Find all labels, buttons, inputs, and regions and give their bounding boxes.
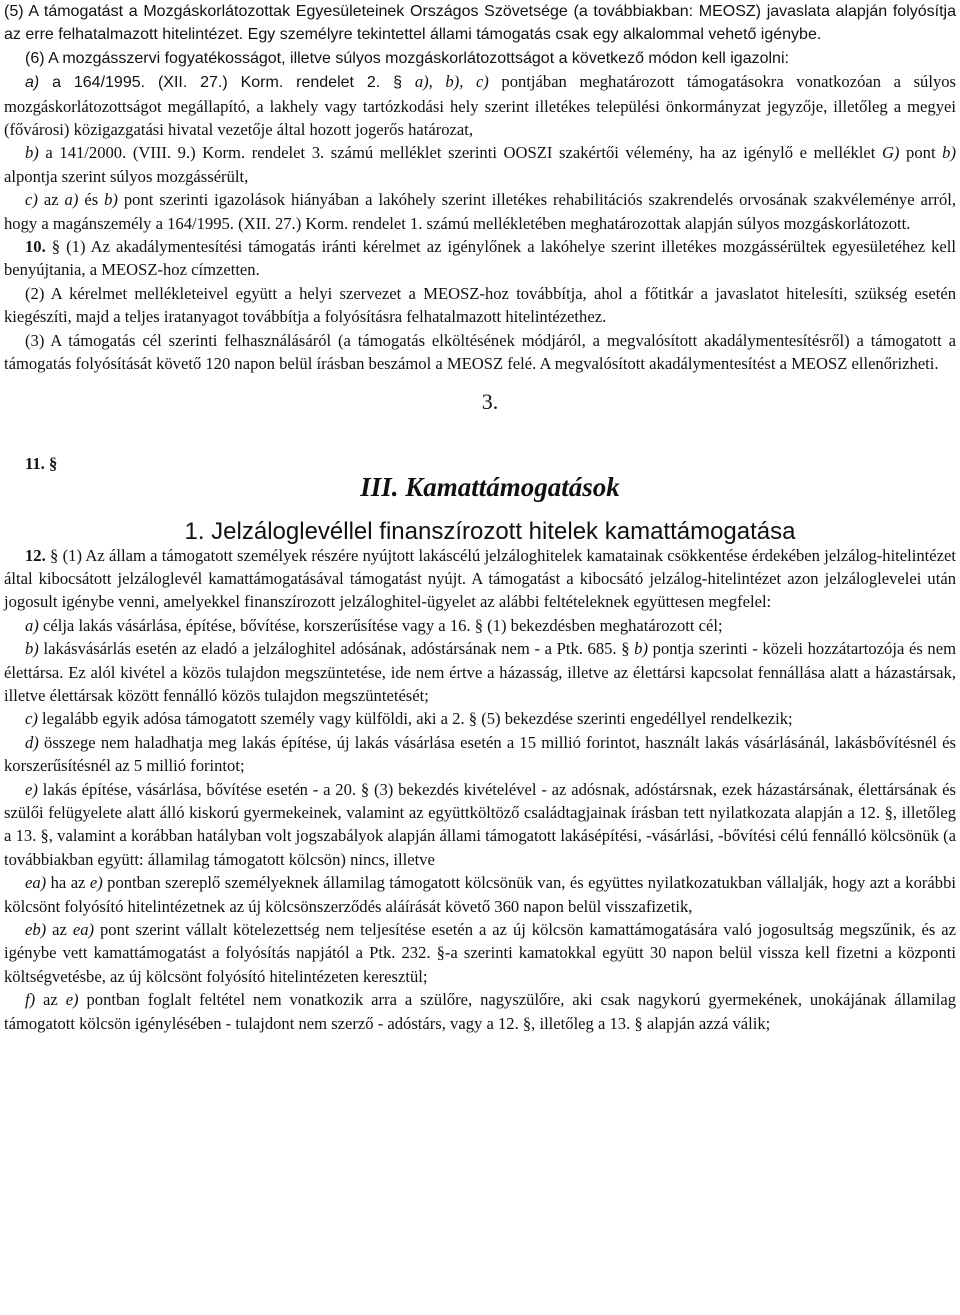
chapter-title: III. Kamattámogatások bbox=[360, 471, 620, 502]
paragraph: (6) A mozgásszervi fogyatékosságot, illetve súlyos mozgáskorlátozottságot a következő módon kell igazolni: bbox=[25, 49, 789, 67]
paragraph: f) az e) pontban foglalt feltétel nem vonatkozik arra a szülőre, nagyszülőre, aki csak nagykorú gyermekének, unokájának államilag támogatott kölcsön igénylésében - tulajdont nem szerző - adóstárs, vagy a 12. §, illetőleg a 13. § alapján azzá válik; bbox=[4, 990, 956, 1033]
text-section-after-heading bbox=[4, 544, 956, 1036]
paragraph: a) célja lakás vásárlása, építése, bővítése, korszerűsítése vagy a 16. § (1) bekezdésben meghatározott cél; bbox=[25, 615, 723, 635]
paragraph: 12. § (1) Az állam a támogatott személyek részére nyújtott lakáscélú jelzáloghitelek kamatainak csökkentése érdekében jelzálog-hitelintézet által kibocsátott jelzáloglevél kamattámogatásával támogatást nyújt. A támogatást a kibocsátó jelzálog-hitelintézet azon jelzáloglevelei után jogosult igénybe venni, amelyekkel finanszírozott jelzáloghitel-ügyelet az alábbi feltételeknek együttesen megfelel: bbox=[4, 545, 956, 612]
paragraph: d) összege nem haladhatja meg lakás építése, új lakás vásárlása esetén a 15 millió forintot, használt lakás vásárlásánál, lakásbővítésnél és korszerűsítésnél az 5 millió forintot; bbox=[4, 732, 956, 776]
chapter-subtitle: 1. Jelzáloglevéllel finanszírozott hitelek kamattámogatása bbox=[184, 517, 796, 545]
paragraph: a) a 164/1995. (XII. 27.) Korm. rendelet 2. § a), b), c) pontjában meghatározott támogatásokra vonatkozóan a súlyos mozgáskorlátozottságot megállapító, a lakhely vagy tartózkodási hely szerint illetékes települési önkormányzat jegyzője, illetőleg a megyei (fővárosi) közigazgatási hivatal vezetője által hozott jogerős határozat, bbox=[4, 72, 956, 140]
paragraph: 10. § (1) Az akadálymentesítési támogatás iránti kérelmet az igénylőnek a lakóhelye szerint illetékes mozgássérültek egyesületéhez kell benyújtania, a MEOSZ-hoz címzetten. bbox=[4, 237, 956, 280]
paragraph: (3) A támogatás cél szerinti felhasználásáról (a támogatás elköltésének módjáról, a megvalósított akadálymentesítésről) a támogatott a támogatás folyósítását követő 120 napon belül írásban beszámol a MEOSZ felé. A megvalósított akadálymentesítést a MEOSZ ellenőrizheti. bbox=[4, 330, 956, 374]
section-marker: 11. § bbox=[25, 453, 58, 473]
paragraph: eb) az ea) pont szerint vállalt kötelezettség nem teljesítése esetén a az új kölcsön kamattámogatására való jogosultság megszűnik, és az igénybe vett kamattámogatást a folyósítás napjától a Ptk. 232. §-a szerinti kamatokkal együtt 30 napon belül vissza kell fizetni a központi költségvetésbe, az új kölcsönt folyósító hitelintézeten keresztül; bbox=[4, 920, 956, 986]
paragraph: c) legalább egyik adósa támogatott személy vagy külföldi, aki a 2. § (5) bekezdése szerinti engedéllyel rendelkezik; bbox=[25, 709, 793, 729]
text-section-before-heading bbox=[4, 0, 956, 376]
paragraph: (2) A kérelmet mellékleteivel együtt a helyi szervezet a MEOSZ-hoz továbbítja, ahol a főtitkár a javaslatot hitelesíti, szükség esetén kiegészíti, majd a teljes iratanyagot továbbítja a folyósításra felhatalmazott hitelintézethez. bbox=[4, 283, 956, 327]
paragraph: b) lakásvásárlás esetén az eladó a jelzáloghitel adósának, adóstársának nem - a Ptk. 685. § b) pontja szerinti - közeli hozzátartozója és nem élettársa. Ez alól kivétel a közös tulajdon megszüntetése, ide nem értve a házasság, illetve az élettársi kapcsolat fennállása alatt a házastársak, illetve élettársak között fennálló közös tulajdon megszüntetését; bbox=[4, 639, 957, 705]
page-number-heading: 3. bbox=[481, 388, 499, 414]
paragraph: c) az a) és b) pont szerinti igazolások hiányában a lakóhely szerint illetékes rehabilitációs szakrendelés orvosának szakvéleménye arról, hogy a magánszemély a 164/1995. (XII. 27.) Korm. rendelet 1. számú mellékletében meghatározottak alapján súlyos mozgáskorlátozott. bbox=[4, 190, 956, 233]
paragraph: b) a 141/2000. (VIII. 9.) Korm. rendelet 3. számú melléklet szerinti OOSZI szakértői vélemény, ha az igénylő e melléklet G) pont b) alpontja szerint súlyos mozgássérült, bbox=[4, 143, 956, 186]
paragraph: e) lakás építése, vásárlása, bővítése esetén - a 20. § (3) bekezdés kivételével - az adósnak, adóstársnak, ezek házastársának, élettársának és szülői felügyelete alatt álló kiskorú gyermekeinek, valamint az együttköltöző családtagjainak írásban tett nyilatkozata alapján a 12. §, illetőleg a 13. §, valamint a korábban hatályban volt jogszabályok alapján állami támogatott lakásépítési, -vásárlási, -bővítési célú fennálló kölcsönük (a továbbiakban együtt: államilag támogatott kölcsön) nincs, illetve bbox=[4, 779, 956, 869]
paragraph: (5) A támogatást a Mozgáskorlátozottak Egyesületeinek Országos Szövetsége (a továbbiakban: MEOSZ) javaslata alapján folyósítja az erre felhatalmazott hitelintézet. Egy személyre tekintettel állami támogatás csak egy alkalommal vehető igénybe. bbox=[4, 3, 956, 44]
paragraph: ea) ha az e) pontban szereplő személyeknek államilag támogatott kölcsönük van, és együttes nyilatkozatukban vállalják, hogy azt a korábbi kölcsönt folyósító hitelintézetnek az új kölcsönszerződés aláírását követő 360 napon belül visszafizetik, bbox=[4, 873, 956, 916]
chapter-heading bbox=[4, 376, 956, 544]
